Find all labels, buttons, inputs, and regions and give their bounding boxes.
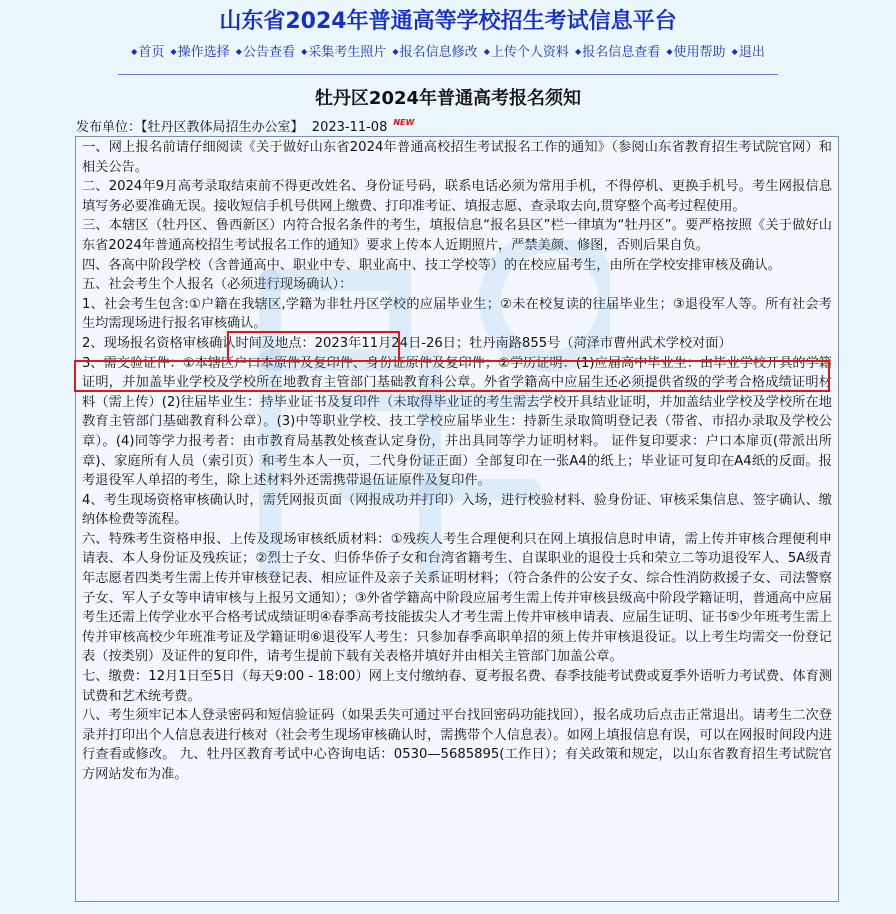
publish-date: 2023-11-08 <box>311 120 388 135</box>
publisher-label: 发布单位： <box>76 120 142 135</box>
nav-capture-photo[interactable]: ◆ 采集考生照片 <box>301 45 386 60</box>
highlight-box-social-candidates <box>74 360 830 392</box>
publisher: 【牡丹区教体局招生办公室】 <box>141 120 304 135</box>
paragraph: 三、本辖区（牡丹区、鲁西新区）内符合报名条件的考生，填报信息“报名县区”栏一律填为“牡丹区”。要严格按照《关于做好山东省2024年普通高校招生考试报名工作的通知》要求上传本人近期照片，严禁美颜、修图，否则后果自负。 <box>82 218 832 253</box>
highlight-box-onsite-confirm <box>227 331 400 362</box>
paragraph: 2、现场报名资格审核确认时间及地点：2023年11月24日-26日；牡丹南路855号（菏泽市曹州武术学校对面） <box>82 335 732 351</box>
nav-view-registration[interactable]: ◆ 报名信息查看 <box>575 45 660 60</box>
nav-upload-materials[interactable]: ◆ 上传个人资料 <box>484 45 569 60</box>
new-badge-icon: NEW <box>393 118 415 127</box>
paragraph: 八、考生须牢记本人登录密码和短信验证码（如果丢失可通过平台找回密码功能找回），报名成功后点击正常退出。请考生二次登录并打印出个人信息表进行核对（社会考生现场审核确认时，需携带个人信息表）。如网上填报信息有误，可以在网报时间段内进行查看或修改。 九、牡丹区教育考试中心咨询电话：0530—5685895(工作日）；有关政策和规定，以山东省教育招生考试院官方网站发布为准。 <box>82 708 832 782</box>
article-title: 牡丹区2024年普通高考报名须知 <box>314 88 582 109</box>
top-nav <box>0 40 896 64</box>
paragraph: 一、网上报名前请仔细阅读《关于做好山东省2024年普通高校招生考试报名工作的通知》（参阅山东省教育招生考试院官网）和相关公告。 <box>82 140 832 175</box>
nav-help[interactable]: ◆ 使用帮助 <box>666 45 725 60</box>
paragraph: 二、2024年9月高考录取结束前不得更改姓名、身份证号码，联系电话必须为常用手机，不得停机、更换手机号。考生网报信息填写务必要准确无误。接收短信手机号供网上缴费、打印准考证、填报志愿、查录取去向,贯穿整个高考过程使用。 <box>82 179 832 214</box>
nav-announcements[interactable]: ◆ 公告查看 <box>236 45 295 60</box>
paragraph: 1、社会考生包含:①户籍在我辖区,学籍为非牡丹区学校的应届毕业生；②未在校复读的往届毕业生；③退役军人等。所有社会考生均需现场进行报名审核确认。 <box>82 296 832 332</box>
paragraph: 六、特殊考生资格申报、上传及现场审核纸质材料：①残疾人考生合理便利只在网上填报信息时申请，需上传并审核合理便利申请表、本人身份证及残疾证；②烈士子女、归侨华侨子女和台湾省籍考生、自谋职业的退役士兵和荣立二等功退役军人、5A级青年志愿者四类考生需上传并审核登记表、相应证件及亲子关系证明材料；（符合条件的公安子女、综合性消防救援子女、司法警察子女、军人子女等申请审核与上报另文通知）；③外省学籍高中阶段应届考生需上传并审核县级高中阶段学籍证明，普通高中应届考生还需上传学业水平合格考试成绩证明④春季高考技能拔尖人才考生需上传并审核申请表、应届生证明、证书⑤少年班考生需上传并审核高校少年班准考证及学籍证明⑥退役军人考生：只参加春季高职单招的须上传并审核退役证。以上考生均需交一份登记表（按类别）及证件的复印件，请考生提前下载有关表格并填好并由相关主管部门加盖公章。 <box>82 531 832 665</box>
article-meta <box>0 114 896 135</box>
paragraph: 七、缴费：12月1日至5日（每天9:00 - 18:00）网上支付缴纳春、夏考报名费、春季技能考试费或夏季外语听力考试费、体育测试费和艺术统考费。 <box>82 669 832 704</box>
paragraph: 3、需交验证件：①本辖区户口本原件及复印件、身份证原件及复印件；②学历证明：(1)应届高中毕业生：由毕业学校开具的学籍证明，并加盖毕业学校及学校所在地教育主管部门基础教育科公章。外省学籍高中应届生还必须提供省级的学考合格成绩证明材料（需上传）(2)往届毕业生：持毕业证书及复印件（未取得毕业证的考生需去学校开具结业证明，并加盖结业学校及学校所在地教育主管部门基础教育科公章）。(3)中等职业学校、技工学校应届毕业生：持新生录取简明登记表（带省、市招办录取及学校公章）。(4)同等学力报考者：由市教育局基教处核查认定身份，并出具同等学力证明材料。 证件复印要求：户口本扉页(带派出所章)、家庭所有人员（索引页）和考生本人一页，二代身份证正面）全部复印在一张A4的纸上；毕业证可复印在A4纸的反面。报考退役军人单招的考生，除上述材料外还需携带退伍证原件及复印件。 <box>82 355 832 489</box>
site-title: 山东省2024年普通高等学校招生考试信息平台 <box>219 9 677 34</box>
nav-edit-registration[interactable]: ◆ 报名信息修改 <box>392 45 477 60</box>
paragraph: 五、社会考生个人报名（必须进行现场确认）： <box>82 277 353 293</box>
paragraph: 4、考生现场资格审核确认时，需凭网报页面（网报成功并打印）入场，进行校验材料、验身份证、审核采集信息、签字确认、缴纳体检费等流程。 <box>82 492 832 528</box>
article-body <box>75 136 839 902</box>
paragraph: 四、各高中阶段学校（含普通高中、职业中专、职业高中、技工学校等）的在校应届考生，由所在学校安排审核及确认。 <box>82 257 781 273</box>
nav-operation-select[interactable]: ◆ 操作选择 <box>170 45 229 60</box>
nav-logout[interactable]: ◆ 退出 <box>732 45 765 60</box>
nav-home[interactable]: ◆ 首页 <box>131 45 164 60</box>
